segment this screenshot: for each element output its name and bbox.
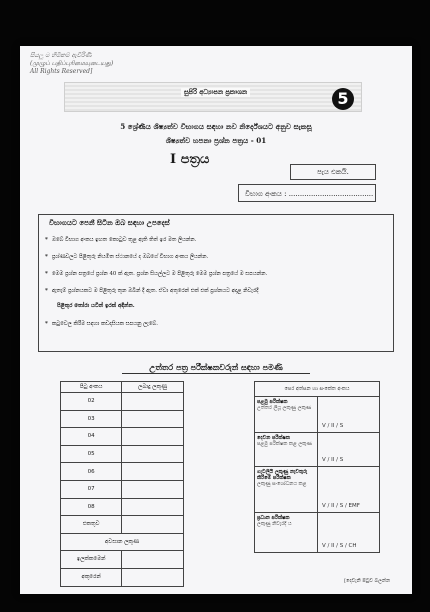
examiner-note: ලකුණු සංශෝධනය කළ xyxy=(257,481,307,487)
signature-cell[interactable] xyxy=(318,397,380,433)
table-row: 03 xyxy=(61,410,184,428)
duration-box: පැය එකයි. xyxy=(290,164,376,180)
copyright-line: (முழுப் பதிப்புரிமையுடையது) xyxy=(30,60,114,67)
marks-cell[interactable] xyxy=(122,463,184,481)
examiner-row xyxy=(255,467,380,513)
signature-cell[interactable] xyxy=(318,513,380,553)
examiner-row xyxy=(255,513,380,553)
instruction-item: * ප්‍රශ්ණවලට පිළිතුරු නියමිත ස්ථානයේ ද ඔබගේ විභාග අංකය ලියන්න. xyxy=(45,254,209,260)
instructions-heading: විභාගයට පෙනී සිටින ඔබ සඳහා උපදෙස් xyxy=(49,218,170,227)
marks-cell[interactable] xyxy=(122,428,184,446)
total-cell[interactable] xyxy=(122,516,184,534)
next-page-note: [දෙවැනි පිටුව බලන්න xyxy=(344,578,390,584)
examiner-role: ගැටලියී ලකුණු නැවතුරු කිරීමේ පරීක්ෂක xyxy=(257,469,308,481)
examiner-note: ලකුණු නිවැරදි ය xyxy=(257,521,292,527)
table-row: 02 xyxy=(61,393,184,411)
examiner-row xyxy=(255,433,380,467)
column-header-marks: ලබාදු ලකුණු xyxy=(122,382,184,393)
signature-header: පෙර අත්සන හා සංකේත අංකය xyxy=(255,382,380,397)
marks-cell[interactable] xyxy=(122,568,184,586)
table-row: 06 xyxy=(61,463,184,481)
examiner-row xyxy=(255,397,380,433)
instruction-item-continued: පිළිතුර තෝරා යටින් ඉරක් අඳින්න. xyxy=(57,303,135,309)
instructions-box xyxy=(38,214,394,352)
exam-subtitle: ශිෂ්‍යත්ව හපනා ප්‍රශ්න පත්‍රය - 01 xyxy=(165,136,267,145)
table-row: 08 xyxy=(61,498,184,516)
instruction-item: * ඔබේ විභාග අංකය ඉහත කොටුව තුළ ඇති තිත් ඉර මත ලියන්න. xyxy=(45,237,197,243)
publisher-banner xyxy=(64,82,362,112)
instruction-item: * ඇතැම් ප්‍රශ්නයකට ම පිළිතුරු තුන ඔබින් දී ඇත. ඒවා අතුරෙන් එක් එක් ප්‍රශ්නයට අදාළ නිවැරදි xyxy=(45,288,259,294)
marks-cell[interactable] xyxy=(122,393,184,411)
signature-cell[interactable] xyxy=(318,433,380,467)
marks-cell[interactable] xyxy=(122,551,184,569)
table-row: අකුරෙන් xyxy=(61,568,184,586)
index-number-field[interactable]: විභාග අංකය : ...................................... xyxy=(238,184,376,202)
table-row: ඉලක්කමෙන් xyxy=(61,551,184,569)
signature-cell[interactable] xyxy=(318,467,380,513)
marks-table xyxy=(60,381,184,587)
examiner-role: දෙවන පරීක්ෂක xyxy=(257,435,290,441)
mark-codes: V / II / S xyxy=(322,423,344,429)
mark-codes: V / II / S xyxy=(322,457,344,463)
examiner-role: පළමු පරීක්ෂක xyxy=(257,399,288,405)
paper-number: I පත්‍රය xyxy=(170,152,210,167)
examiners-heading: උත්තර පත්‍ර පරීක්ෂකවරුන් සඳහා පමණි xyxy=(149,362,283,372)
heading-underline xyxy=(122,373,310,374)
total-row: එකතුව xyxy=(61,516,184,534)
instruction-item: * කටුවෙල කිරීම සඳහා කඩදාසියක සපයනු ලැබේ. xyxy=(45,321,158,327)
copyright-notice xyxy=(30,52,113,76)
publisher-name: සුපිරි අධ්‍යාපන ප්‍රකාශන xyxy=(181,88,250,97)
mark-codes: V / II / S / CH xyxy=(322,543,357,549)
exam-title: 5 ශ්‍රේණිය ශිෂ්‍යත්ව විභාගය සඳහා නව නිර්දේශයට අනුව සැකසූ xyxy=(120,122,312,131)
marks-cell[interactable] xyxy=(122,410,184,428)
table-row: 05 xyxy=(61,445,184,463)
examiner-note: උත්තර ලියූ ලකුණු ලකුණ xyxy=(257,405,312,411)
examiner-signature-table xyxy=(254,381,380,553)
marks-cell[interactable] xyxy=(122,498,184,516)
marks-cell[interactable] xyxy=(122,445,184,463)
marks-cell[interactable] xyxy=(122,480,184,498)
grade-badge: 5 xyxy=(332,88,354,110)
examiner-role: ප්‍රධාන පරීක්ෂක xyxy=(257,515,290,521)
table-row: 04 xyxy=(61,428,184,446)
mark-codes: V / II / S / EMF xyxy=(322,503,360,509)
copyright-line: සියලු ම හිමිකම් ඇවිරිණි xyxy=(30,52,92,59)
column-header-page: පිටු අංකය xyxy=(61,382,122,393)
exam-paper-page xyxy=(20,46,412,594)
copyright-line: All Rights Reserved] xyxy=(30,68,93,75)
instruction-item: * මෙම ප්‍රශ්න පත්‍රයේ ප්‍රශ්න 40 ක් ඇත. ප්‍රශ්න සියල්ලට ම පිළිතුරු මෙම ප්‍රශ්න පත්‍රයේ ම සපයන්න. xyxy=(45,271,268,277)
table-row: 07 xyxy=(61,480,184,498)
examiner-note: පළමු පරීක්ෂක කළ ලකුණ xyxy=(257,441,312,447)
final-mark-row: අවසාන ලකුණ xyxy=(61,533,184,551)
